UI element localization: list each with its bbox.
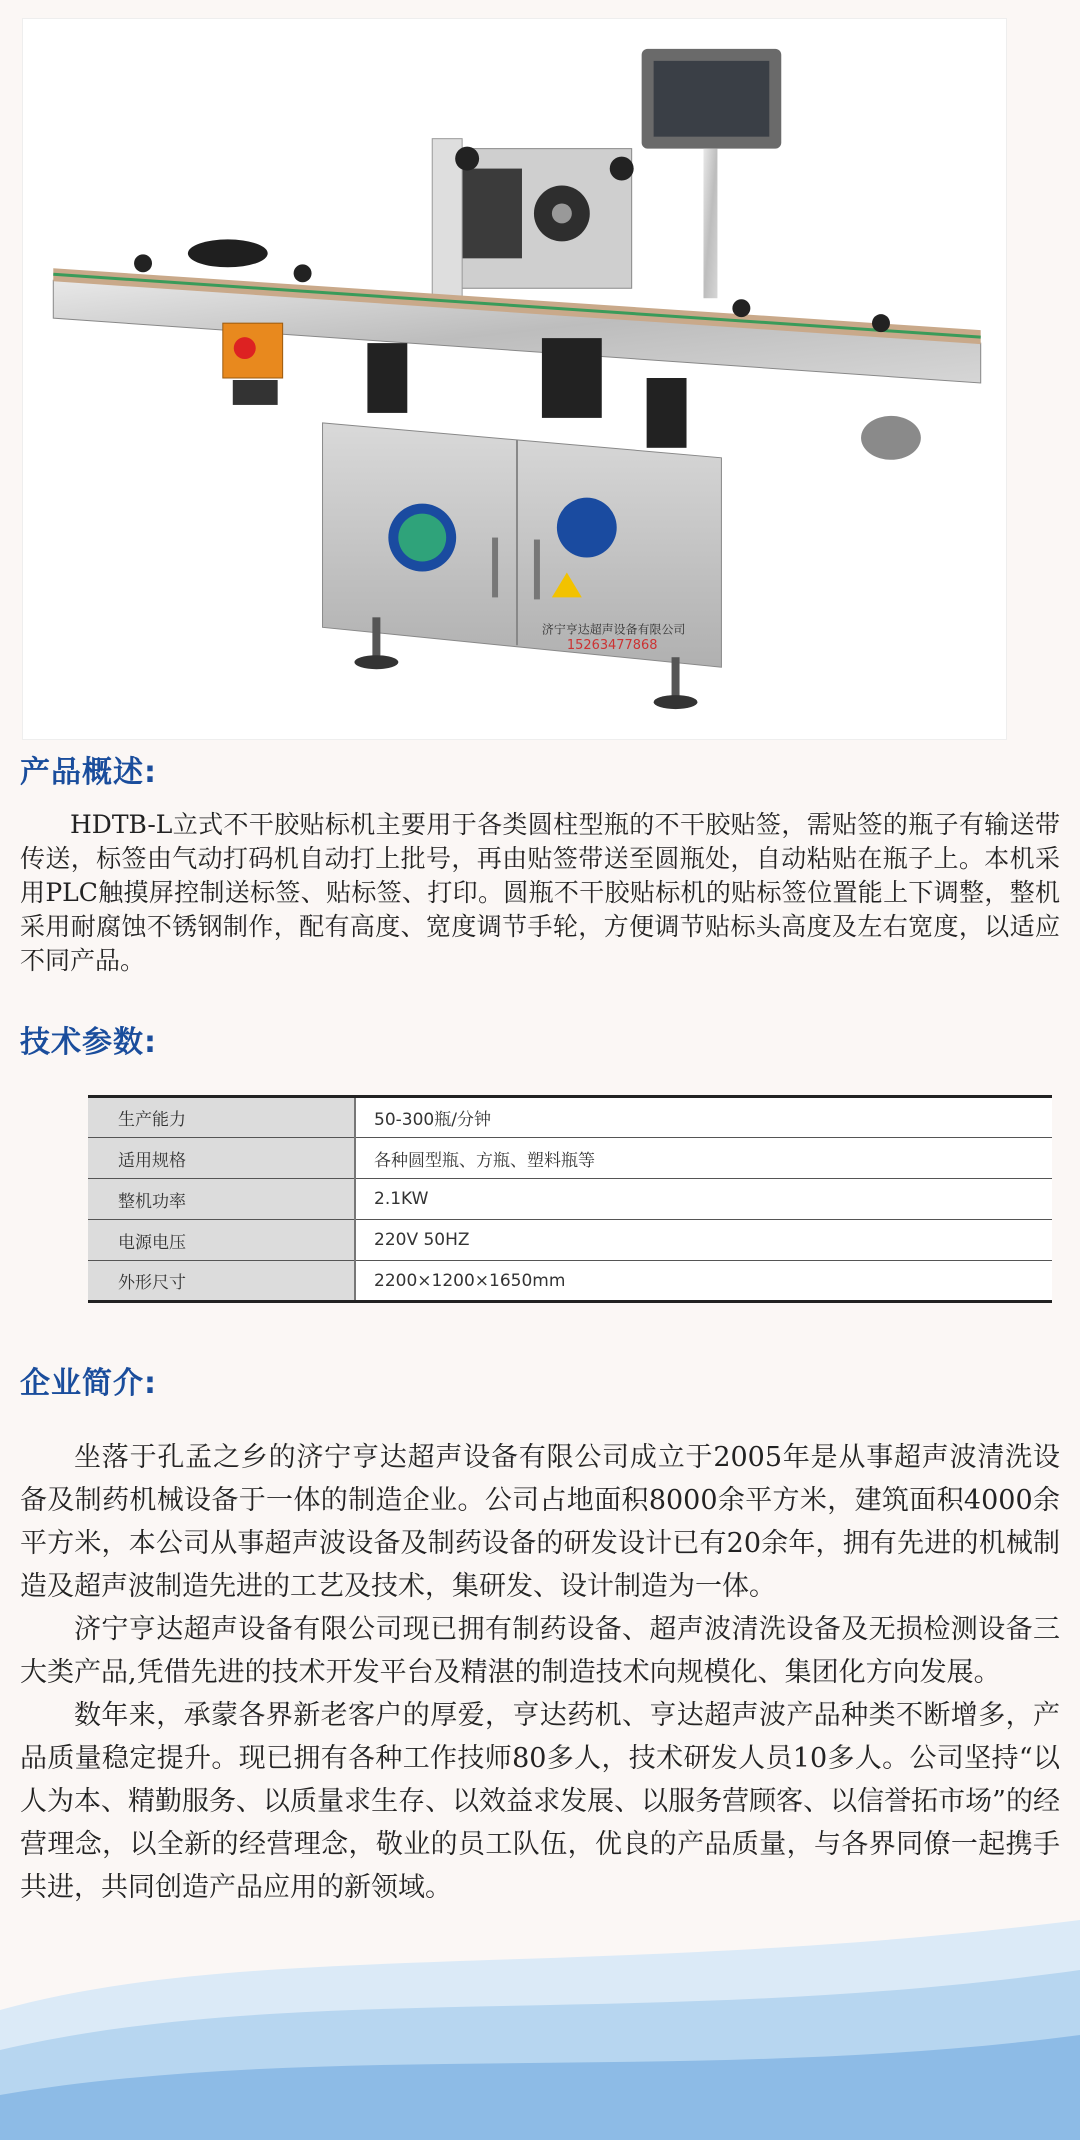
spec-value: 2200×1200×1650mm: [355, 1261, 1052, 1302]
table-row: [88, 1261, 1052, 1302]
spec-label: 适用规格: [88, 1138, 355, 1179]
spec-label: 整机功率: [88, 1179, 355, 1220]
spec-value: 2.1KW: [355, 1179, 1052, 1220]
table-row: [88, 1220, 1052, 1261]
product-photo: [22, 18, 1007, 740]
table-row: [88, 1138, 1052, 1179]
panel-company-text: 济宁亨达超声设备有限公司: [541, 622, 686, 637]
spec-value: 220V 50HZ: [355, 1220, 1052, 1261]
table-row: [88, 1097, 1052, 1138]
overview-text: [20, 808, 1060, 978]
spec-value: 50-300瓶/分钟: [355, 1097, 1052, 1138]
company-paragraph: 济宁亨达超声设备有限公司现已拥有制药设备、超声波清洗设备及无损检测设备三大类产品,凭借先进的技术开发平台及精湛的制造技术向规模化、集团化方向发展。: [20, 1614, 1060, 1688]
spec-label: 外形尺寸: [88, 1261, 355, 1302]
spec-value: 各种圆型瓶、方瓶、塑料瓶等: [355, 1138, 1052, 1179]
table-row: [88, 1179, 1052, 1220]
spec-label: 生产能力: [88, 1097, 355, 1138]
decorative-wave: [0, 1860, 1080, 2140]
specs-title: 技术参数:: [20, 1025, 157, 1060]
company-paragraph: 坐落于孔孟之乡的济宁亨达超声设备有限公司成立于2005年是从事超声波清洗设备及制药机械设备于一体的制造企业。公司占地面积8000余平方米，建筑面积4000余平方米，本公司从事超声波设备及制药设备的研发设计已有20余年，拥有先进的机械制造及超声波制造先进的工艺及技术，集研发、设计制造为一体。: [20, 1442, 1060, 1602]
company-paragraph: 数年来，承蒙各界新老客户的厚爱，亨达药机、亨达超声波产品种类不断增多，产品质量稳定提升。现已拥有各种工作技师80多人，技术研发人员10多人。公司坚持“以人为本、精勤服务、以质量求生存、以效益求发展、以服务营顾客、以信誉拓市场”的经营理念，以全新的经营理念，敬业的员工队伍，优良的产品质量，与各界同僚一起携手共进，共同创造产品应用的新领域。: [20, 1700, 1060, 1903]
overview-title: 产品概述:: [20, 755, 157, 790]
company-text: [20, 1436, 1060, 1909]
overview-paragraph: HDTB-L立式不干胶贴标机主要用于各类圆柱型瓶的不干胶贴签，需贴签的瓶子有输送带传送，标签由气动打码机自动打上批号，再由贴签带送至圆瓶处，自动粘贴在瓶子上。本机采用PLC触摸屏控制送标签、贴标签、打印。圆瓶不干胶贴标机的贴标签位置能上下调整，整机采用耐腐蚀不锈钢制作，配有高度、宽度调节手轮，方便调节贴标头高度及左右宽度，以适应不同产品。: [20, 810, 1060, 975]
company-title: 企业简介:: [20, 1366, 157, 1401]
spec-label: 电源电压: [88, 1220, 355, 1261]
panel-phone-text: 15263477868: [566, 638, 658, 654]
specs-table: [88, 1095, 1052, 1303]
